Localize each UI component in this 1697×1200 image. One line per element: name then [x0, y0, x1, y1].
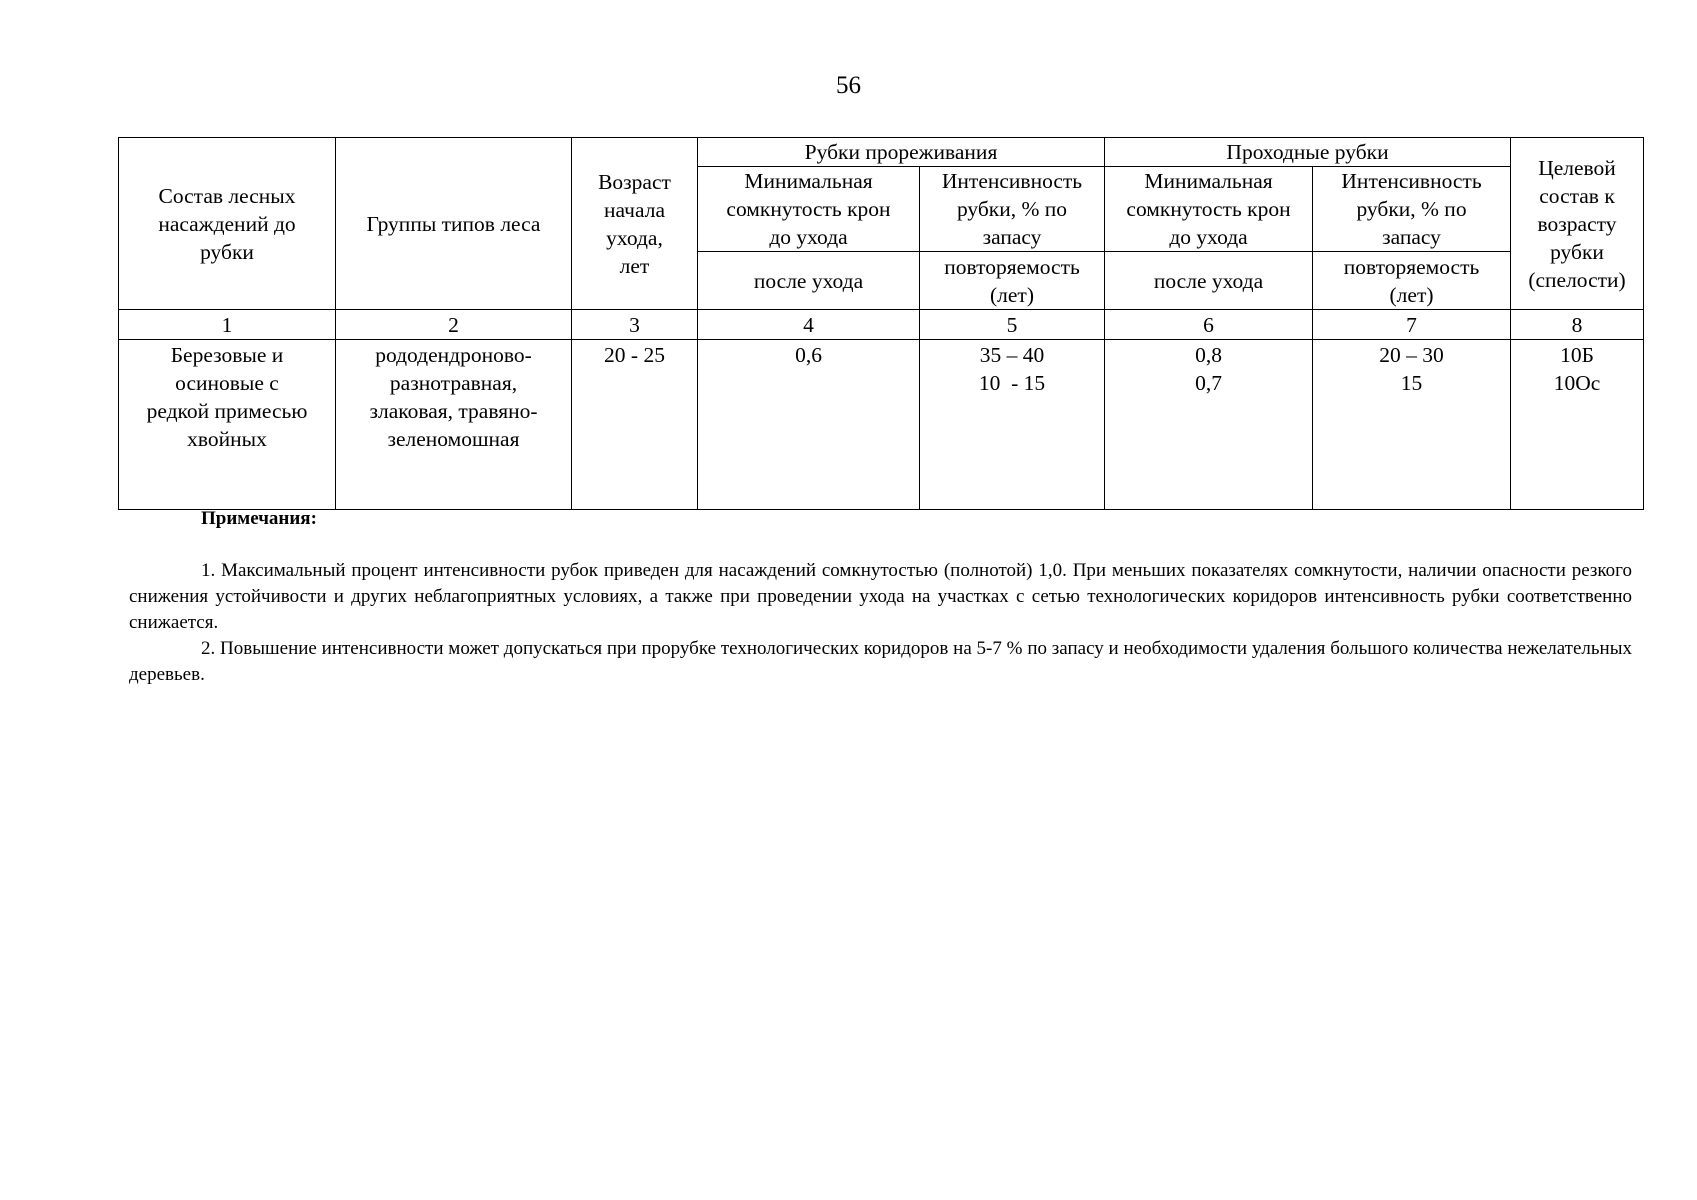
column-number: 6 — [1105, 310, 1313, 340]
header-group-passage: Проходные рубки — [1105, 138, 1511, 167]
note-paragraph-2: 2. Повышение интенсивности может допускаться при прорубке технологических коридоров на 5-7 % по запасу и необходимости удаления большого количества нежелательных деревьев. — [129, 638, 1632, 685]
column-number: 7 — [1313, 310, 1511, 340]
header-composition: Состав лесных насаждений до рубки — [119, 138, 336, 310]
column-number: 4 — [698, 310, 920, 340]
header-age: Возраст начала ухода, лет — [572, 138, 698, 310]
column-number: 1 — [119, 310, 336, 340]
header-thinning-min-density: Минимальная сомкнутость крон до ухода — [698, 167, 920, 252]
column-number: 3 — [572, 310, 698, 340]
cell-age: 20 - 25 — [572, 340, 698, 510]
cell-thinning-min-density: 0,6 — [698, 340, 920, 510]
column-number: 8 — [1511, 310, 1644, 340]
note-paragraph-1: 1. Максимальный процент интенсивности рубок приведен для насаждений сомкнутостью (полнотой) 1,0. При меньших показателях сомкнутости, наличии опасности резкого снижения устойчивости и других неблагоприятных условиях, а также при проведении ухода на участках с сетью технологических коридоров интенсивность рубки соответственно снижается. — [129, 560, 1632, 633]
cell-thinning-intensity: 35 – 40 10 - 15 — [920, 340, 1105, 510]
header-passage-intensity: Интенсивность рубки, % по запасу — [1313, 167, 1511, 252]
table-row — [119, 340, 1644, 510]
header-target-composition: Целевой состав к возрасту рубки (спелости) — [1511, 138, 1644, 310]
page-number: 56 — [836, 72, 861, 99]
cell-forest-types: рододендроново- разнотравная, злаковая, травяно- зеленомошная — [336, 340, 572, 510]
header-thinning-intensity: Интенсивность рубки, % по запасу — [920, 167, 1105, 252]
header-passage-min-density: Минимальная сомкнутость крон до ухода — [1105, 167, 1313, 252]
column-number: 5 — [920, 310, 1105, 340]
cell-composition: Березовые и осиновые с редкой примесью хвойных — [119, 340, 336, 510]
header-row-groups — [119, 138, 1644, 167]
cell-passage-intensity: 20 – 30 15 — [1313, 340, 1511, 510]
header-thinning-after-care: после ухода — [698, 252, 920, 310]
header-passage-after-care: после ухода — [1105, 252, 1313, 310]
header-group-thinning: Рубки прореживания — [698, 138, 1105, 167]
header-thinning-repeat: повторяемость (лет) — [920, 252, 1105, 310]
header-passage-repeat: повторяемость (лет) — [1313, 252, 1511, 310]
cell-target-composition: 10Б 10Ос — [1511, 340, 1644, 510]
cell-passage-min-density: 0,8 0,7 — [1105, 340, 1313, 510]
column-number: 2 — [336, 310, 572, 340]
forest-care-table — [118, 137, 1644, 510]
header-forest-types: Группы типов леса — [336, 138, 572, 310]
column-number-row — [119, 310, 1644, 340]
notes-title: Примечания: — [201, 508, 317, 529]
